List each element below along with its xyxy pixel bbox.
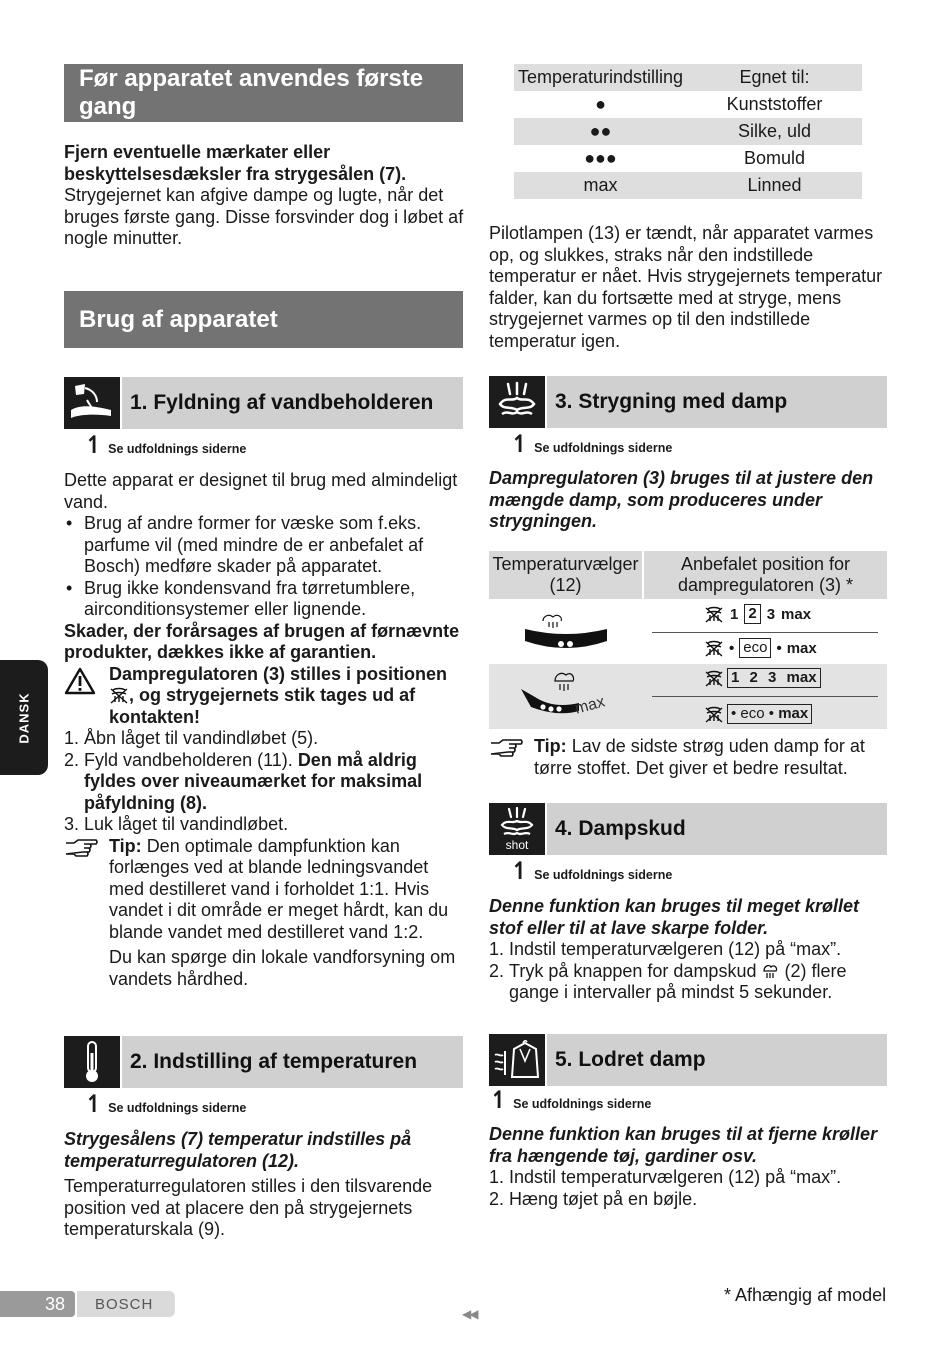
warning-text-a: Dampregulatoren (3) stilles i positionen (109, 663, 448, 684)
shot-label: shot (505, 838, 529, 852)
tip-text (534, 736, 887, 779)
warning-triangle-icon (64, 667, 96, 695)
fold-ref-3 (510, 431, 673, 458)
list-item: • Brug af andre former for væske som f.eks. parfume vil (med mindre de er anbefalet af Bosch) medføre skader på apparatet. (64, 513, 464, 578)
step-number: 1. (489, 939, 505, 959)
table-header: Temperaturindstilling (517, 67, 684, 87)
section-4-body (489, 896, 889, 1004)
table-row (514, 145, 862, 172)
step-text: Indstil temperaturvælgeren (12) på “max”. (509, 939, 842, 959)
first-use-text: Strygejernet kan afgive dampe og lugte, når det bruges første gang. Disse forsvinder dog i løbet af nogle minutter. (64, 185, 464, 248)
row-divider (652, 632, 878, 633)
heading-text: Før apparatet anvendes første gang (79, 65, 424, 120)
step-number: 1. (64, 728, 80, 748)
step-number: 1. (489, 1167, 505, 1187)
thermometer-icon (64, 1036, 120, 1088)
section-5-title: 5. Lodret damp (555, 1048, 706, 1071)
fold-ref-1 (84, 432, 247, 459)
list-item (489, 961, 889, 1004)
section-3-header (547, 376, 887, 428)
side-tab-label: DANSK (16, 691, 32, 744)
step-number: 2. (489, 960, 505, 981)
section-2-header (122, 1036, 463, 1088)
fold-ref-text: Se udfoldnings siderne (534, 441, 673, 455)
tip-text (109, 836, 464, 944)
fold-ref-4 (510, 858, 673, 885)
steam-regulator-text: Dampregulatoren (3) bruges til at justere den mængde damp, som produceres under strygningen. (489, 468, 874, 531)
heading-usage (64, 291, 463, 348)
temperature-text: Temperaturregulatoren stilles i den tilsvarende position ved at placere den på strygejernets temperaturskala (9). (64, 1176, 433, 1239)
fold-ref-text: Se udfoldnings siderne (108, 442, 247, 456)
steam-level: 3 (768, 669, 777, 686)
page-number-text: 38 (44, 1293, 65, 1314)
table-row (514, 64, 862, 91)
steam-level-range-box (727, 668, 821, 688)
section-2-body (64, 1129, 464, 1241)
list-item (64, 728, 464, 750)
tip-text-2: Du kan spørge din lokale vandforsyning om vandets hårdhed. (109, 947, 456, 989)
steam-level: 3 (766, 605, 776, 623)
table-cell: Silke, uld (737, 121, 812, 141)
section-5-body (489, 1124, 889, 1210)
steam-level: max (778, 705, 809, 722)
section-4-header (547, 803, 887, 855)
tip-block (64, 836, 464, 991)
heading-text: Brug af apparatet (79, 305, 278, 333)
pointing-hand-icon (64, 837, 100, 859)
steam-setting-row-3 (704, 668, 821, 688)
table-cell: Bomuld (743, 148, 806, 168)
no-steam-icon (704, 670, 724, 687)
section-2-title: 2. Indstilling af temperaturen (130, 1050, 418, 1073)
steam-level: 1 (731, 669, 740, 686)
fold-arrow-icon: ↿ (510, 431, 531, 458)
list-item (64, 814, 464, 836)
fold-ref-text: Se udfoldnings siderne (513, 1097, 652, 1111)
water-fill-icon (64, 377, 120, 429)
dial-max-label: max (573, 693, 607, 718)
table-row (514, 91, 862, 118)
step-number: 2. (489, 1188, 505, 1209)
warning-text-b: , og strygejernets stik tages ud af kontakten! (109, 685, 416, 727)
warning-text (109, 664, 464, 729)
section-3-title: 3. Strygning med damp (555, 390, 788, 413)
section-1-title: 1. Fyldning af vandbeholderen (130, 391, 434, 414)
section-1-body (64, 470, 464, 990)
brand-text: BOSCH (95, 1295, 154, 1313)
tip-label: Tip: (109, 835, 142, 856)
heading-before-use (64, 64, 463, 122)
steam-setting-row-1 (704, 604, 811, 624)
list-item (64, 750, 464, 815)
footnote: * Afhængig af model (724, 1285, 887, 1305)
steam-shot-button-icon (761, 963, 779, 979)
list-item (489, 1189, 889, 1211)
table-cell: Kunststoffer (726, 94, 823, 114)
fold-arrow-icon: ↿ (84, 1091, 105, 1118)
no-steam-icon (109, 687, 129, 704)
table-header: Temperaturvælger (12) (489, 551, 642, 599)
step-number: 2. (64, 749, 80, 770)
steam-level-range-box: • eco • max (727, 704, 812, 724)
damage-text: Skader, der forårsages af brugen af førnævnte produkter, dækkes ikke af garantien. (64, 620, 460, 662)
fold-ref-text: Se udfoldnings siderne (534, 868, 673, 882)
remove-stickers-text: Fjern eventuelle mærkater eller beskyttelsesdæksler fra strygesålen (7). (64, 142, 407, 184)
step-bold-text: Den må aldrig fyldes over niveaumærket for maksimal påfyldning (8). (84, 749, 423, 813)
section-5-header (547, 1034, 887, 1086)
warning-block (64, 664, 464, 729)
table-row (514, 118, 862, 145)
fold-ref-text: Se udfoldnings siderne (108, 1101, 247, 1115)
steam-level: 1 (730, 605, 739, 623)
table-cell: ● (595, 94, 606, 114)
step-text: Tryk på knappen for dampskud (509, 960, 757, 981)
list-item: • Brug ikke kondensvand fra tørretumblere, airconditionsystemer eller lignende. (64, 578, 464, 621)
fold-arrow-icon: ↿ (84, 432, 105, 459)
temperature-table (514, 64, 862, 199)
row-divider (652, 696, 878, 697)
step-text: (2) flere gange i intervaller på mindst 5 sekunder. (509, 960, 847, 1002)
intro-text: Dette apparat er designet til brug med almindeligt vand. (64, 470, 458, 512)
table-cell: ●●● (584, 148, 617, 168)
table-header: Egnet til: (739, 67, 810, 87)
no-steam-icon (704, 640, 724, 657)
steam-setting-row-4 (704, 704, 812, 724)
vertical-steam-icon (489, 1034, 545, 1086)
table-header: Anbefalet position for dampregulatoren (3) * (644, 551, 887, 599)
steam-shot-bold-text: Denne funktion kan bruges til meget krøllet stof eller til at lave skarpe folder. (489, 896, 860, 938)
dot-separator: • (776, 639, 782, 657)
brand-label (77, 1291, 175, 1317)
dot-separator: • (729, 639, 735, 657)
table-cell: max (583, 175, 618, 195)
tip-body: Den optimale dampfunktion kan forlænges ved at blande ledningsvandet med destilleret vand i forholdet 1:1. Hvis vandet i dit område er meget hårdt, kan du blande vandet med destilleret vand 1:2. (109, 835, 449, 942)
fold-arrow-icon: ↿ (489, 1087, 510, 1114)
before-use-body (64, 142, 464, 250)
fold-ref-5 (489, 1087, 652, 1114)
steps-list (489, 939, 889, 1004)
pointing-hand-icon (489, 737, 525, 759)
tip-block-2 (489, 736, 887, 779)
bullet-list (64, 513, 464, 621)
pilot-lamp-text: Pilotlampen (13) er tændt, når apparatet varmes op, og slukkes, straks når den indstillede temperatur er nået. Hvis strygejernets temperatur falder, kan du fortsætte med at stryge, mens strygejernet varmes op til den indstillede temperatur igen. (489, 223, 883, 351)
page-number (0, 1291, 75, 1317)
steam-level: eco (740, 705, 765, 722)
vertical-steam-bold-text: Denne funktion kan bruges til at fjerne krøller fra hængende tøj, gardiner osv. (489, 1124, 878, 1166)
table-cell: ●● (589, 121, 612, 141)
steam-level: 2 (749, 669, 758, 686)
step-text: Hæng tøjet på en bøjle. (509, 1188, 698, 1209)
table-cell: Linned (747, 175, 802, 195)
steam-table (489, 551, 887, 729)
steam-level-selected: eco (739, 638, 771, 658)
tip-label: Tip: (534, 736, 567, 756)
steam-level-selected: 2 (744, 604, 760, 624)
step-text: Fyld vandbeholderen (11). (84, 749, 293, 770)
steam-shot-icon (489, 803, 545, 855)
temperature-bold-text: Strygesålens (7) temperatur indstilles på temperaturregulatoren (12). (64, 1129, 412, 1171)
steam-level: max (786, 639, 817, 657)
fold-ref-2 (84, 1091, 247, 1118)
list-item (489, 1167, 889, 1189)
section-1-header (122, 377, 463, 429)
language-side-tab (0, 660, 48, 775)
steam-icon (489, 376, 545, 428)
temperature-dial-icon (521, 611, 611, 655)
step-number: 3. (64, 814, 80, 834)
list-item (489, 939, 889, 961)
section-4-title: 4. Dampskud (555, 817, 686, 840)
no-steam-icon (704, 706, 724, 723)
no-steam-icon (704, 606, 724, 623)
steps-list (489, 1167, 889, 1210)
fold-arrow-icon: ↿ (510, 858, 531, 885)
tip-body: Lav de sidste strøg uden damp for at tørre stoffet. Det giver et bedre resultat. (534, 736, 865, 778)
step-text: Indstil temperaturvælgeren (12) på “max”. (509, 1167, 842, 1187)
steam-level: max (781, 605, 812, 623)
steam-level: max (786, 669, 817, 686)
step-text: Luk låget til vandindløbet. (84, 814, 289, 834)
steam-setting-row-2 (704, 638, 817, 658)
steps-list (64, 728, 464, 836)
previous-page-icon[interactable]: ◀◀ (462, 1307, 477, 1321)
table-row (514, 172, 862, 199)
step-text: Åbn låget til vandindløbet (5). (84, 728, 319, 748)
